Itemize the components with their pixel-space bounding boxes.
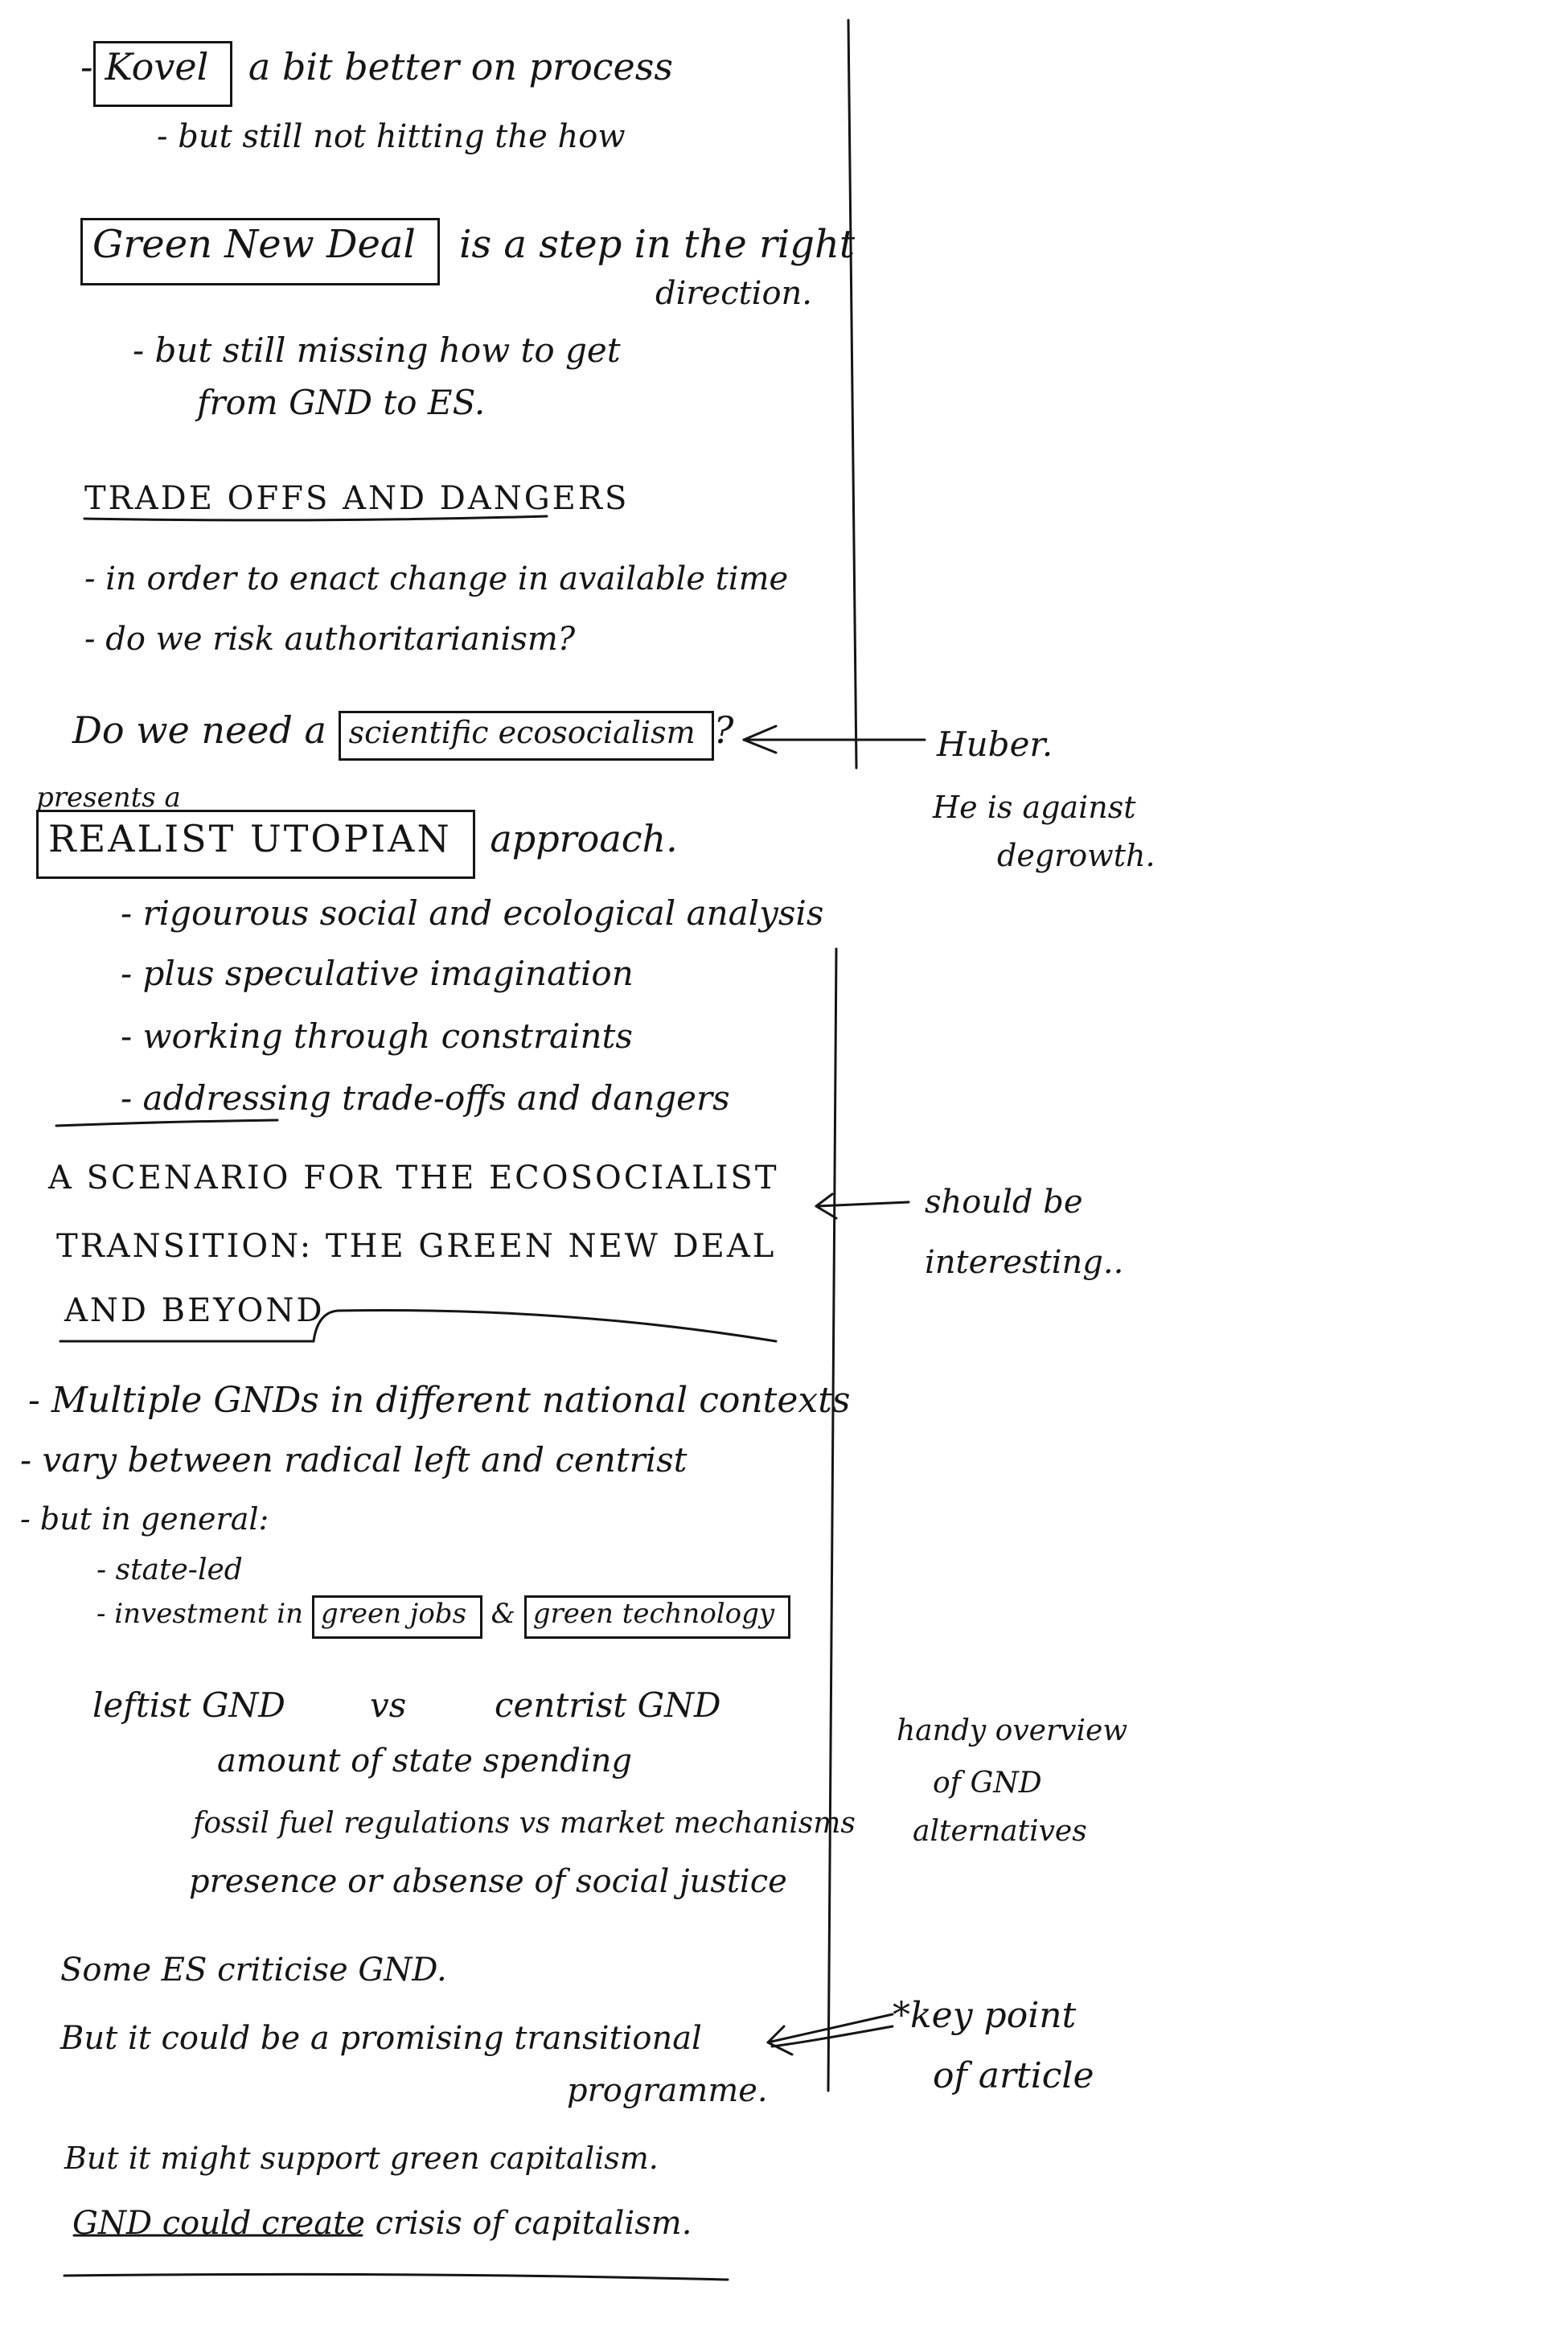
presents-label: presents a <box>36 782 181 814</box>
margin-huber-2: He is against <box>933 790 1136 825</box>
green-technology-tag: green technology <box>524 1595 778 1639</box>
compare-row-3: presence or absense of social justice <box>189 1863 787 1900</box>
realist-item-3: - working through constraints <box>121 1016 633 1056</box>
margin-interesting-1: should be <box>925 1184 1083 1221</box>
gnd-tag: Green New Deal <box>80 218 422 285</box>
closing-5: GND could create crisis of capitalism. <box>72 2205 692 2242</box>
closing-1: Some ES criticise GND. <box>60 1952 447 1989</box>
scenario-line-2: TRANSITION: THE GREEN NEW DEAL <box>56 1228 777 1265</box>
kovel-text: a bit better on process <box>248 45 673 88</box>
gnd-sub1: - but still missing how to get <box>133 330 621 370</box>
compare-right: centrist GND <box>495 1685 721 1725</box>
margin-divider-top <box>848 20 856 768</box>
scientific-question: Do we need a scientific ecosocialism ? <box>72 712 733 749</box>
margin-keypoint-2: of article <box>933 2055 1094 2096</box>
gnd-sub2: from GND to ES. <box>197 383 486 422</box>
gnd-text2: direction. <box>655 275 813 312</box>
gnds-sub-2: - investment in green jobs & green technology <box>96 1600 790 1628</box>
kovel-sub: - but still not hitting the how <box>157 118 626 155</box>
margin-keypoint-1: *key point <box>893 1995 1077 2036</box>
margin-huber-1: Huber. <box>937 724 1053 764</box>
kovel-note: - Kovel a bit better on process <box>80 48 673 85</box>
margin-overview-1: handy overview <box>897 1714 1128 1747</box>
gnds-item-1: - Multiple GNDs in different national contexts <box>28 1380 851 1421</box>
gnd-note <box>80 222 856 267</box>
green-jobs-tag: green jobs <box>312 1595 470 1639</box>
margin-overview-2: of GND <box>933 1767 1042 1800</box>
tradeoffs-heading: TRADE OFFS AND DANGERS <box>84 480 630 517</box>
margin-divider-bottom <box>828 949 836 2091</box>
realist-item-2: - plus speculative imagination <box>121 954 634 993</box>
gnds-sub-1: - state-led <box>96 1554 243 1586</box>
compare-row-1: amount of state spending <box>217 1742 633 1779</box>
realist-item-1: - rigourous social and ecological analysis <box>121 893 824 933</box>
kovel-tag: Kovel <box>93 41 215 107</box>
closing-4: But it might support green capitalism. <box>64 2141 659 2176</box>
realist-divider <box>56 1120 277 1126</box>
gnds-item-3: - but in general: <box>20 1501 269 1537</box>
compare-left: leftist GND <box>92 1685 285 1725</box>
closing-3: programme. <box>567 2072 768 2109</box>
gnds-item-2: - vary between radical left and centrist <box>20 1440 688 1480</box>
compare-vs: vs <box>370 1685 407 1725</box>
tradeoffs-item-1: - in order to enact change in available time <box>84 560 789 597</box>
gnd-text: is a step in the right <box>459 222 856 267</box>
realist-item-4: - addressing trade-offs and dangers <box>121 1078 730 1118</box>
realist-post: approach. <box>490 817 678 860</box>
realist-note <box>36 817 678 860</box>
margin-interesting-2: interesting.. <box>925 1244 1124 1281</box>
closing-2: But it could be a promising transitional <box>60 2020 702 2057</box>
tradeoffs-item-2: - do we risk authoritarianism? <box>84 621 576 658</box>
scientific-tag: scientific ecosocialism <box>339 711 700 761</box>
realist-tag: REALIST UTOPIAN <box>36 810 458 879</box>
compare-row-2: fossil fuel regulations vs market mechanisms <box>193 1807 856 1840</box>
arrow-interesting <box>816 1202 909 1206</box>
scenario-line-1: A SCENARIO FOR THE ECOSOCIALIST <box>48 1160 779 1197</box>
closing-underline <box>64 2274 728 2280</box>
margin-huber-3: degrowth. <box>997 838 1155 873</box>
scenario-line-3: AND BEYOND <box>64 1292 325 1329</box>
margin-overview-3: alternatives <box>913 1815 1087 1848</box>
